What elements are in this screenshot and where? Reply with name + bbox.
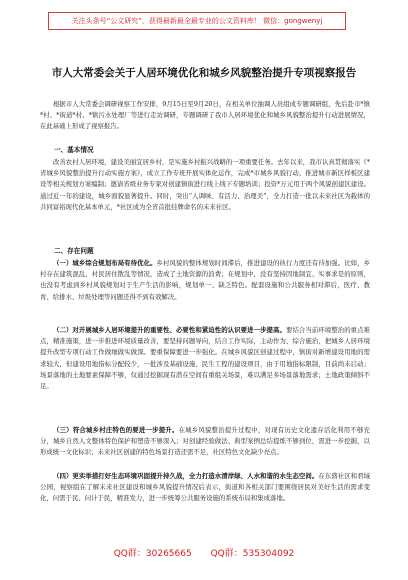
footer-contacts: [0, 546, 408, 559]
problem-paragraph-3: [40, 425, 370, 459]
problem-3-lead: （三）符合城乡村庄特色的要进一步提升。: [53, 426, 179, 434]
problem-paragraph-1: [40, 258, 370, 303]
problem-4-lead: （四）更实举措打好生态环境巩固提升持久战，全力打造水清岸绿、人水和谐的水生态空间。: [53, 472, 319, 480]
problem-1-text: 乡村风貌的整体规划时间滞后，推进建设的执行力度还有待加强。比如，乡村存在建筑混乱，村民居住散乱等情况，造成了土地资源的浪费；在规划中，没有坚持因地制宜、实事求是的原则，也没有考虑到乡村风貌规划对于生产生活的影响，规划单一、缺乏特色。配套设施和公共服务相对滞后，医疗、教育、给排水、垃圾处理等问题还得不到有效解决。: [40, 259, 371, 301]
report-title: 市人大常委会关于人居环境优化和城乡风貌整治提升专项视察报告: [51, 67, 357, 79]
qq-group-1[interactable]: QQ群：30265665: [113, 549, 192, 559]
problem-1-lead: （一）城乡综合规划布局有待优化。: [53, 259, 157, 267]
problem-2-lead: （二）对开展城乡人居环境提升的重要性、必要性和紧迫性的认识要进一步提高。: [53, 326, 286, 334]
promo-banner-text: 关注头条号“公文研究”，获得最新最全最专业的公文资料库！ 微信：gongwenyj: [71, 17, 323, 25]
problem-3-text: 在城乡风貌整治提升过程中，对现有历史文化遗存活化利用不够充分，城乡自然人文整体特色保护和塑造不够深入；对创建经验做法、典型案例总结提炼不够到位，需进一步挖掘，以形成统一文化标识；未来社区创建的特色场景打造还需不足，社区特色文化缺少亮点。: [40, 426, 371, 457]
section-heading-problems: 二、存在问题: [54, 247, 94, 255]
promo-banner[interactable]: [48, 12, 346, 30]
problem-2-text: 要结合当前环境整治的重点难点，精准施策，进一步推进环境质量改善，要坚持问题导向，结合工作实际，主动作为、综合施治，把城乡人居环境提升改型专项行动工作做细做实做深。要重保障要进一步强化。在城乡风貌区创建过程中，镇街对新增建设用地的需求较大，但建设用地指标分配较少，一批涉及基础设施、民生工程的建设项目，由于用地指标限制，目前尚未启动；场景落地的土地要素保障不够，仅通过挖掘现有潜在空间有重组关场景，难以满足多场景落地需求；土地政策倾斜不足。: [40, 326, 371, 391]
problem-paragraph-4: [40, 471, 370, 505]
problem-paragraph-2: [40, 325, 370, 392]
qq-group-2[interactable]: QQ群：535304092: [210, 549, 295, 559]
intro-paragraph: 根据市人大常委会调研视察工作安排，9月15日至9月20日，在相关单位抽调人员组成专题调研组，先后赴市*镇*村、*街道*村、*镇污水处理厂等进行走访调研，专题调研了我市人居环境优化和城乡风貌整治提升行动进展情况，在此基础上形成了视察报告。: [40, 100, 370, 131]
section-heading-basic: 一、基本情况: [54, 146, 94, 154]
basic-situation-paragraph: 改善农村人居环境，建设美丽宜居乡村，是实施乡村振兴战略的一项重要任务。去年以来，我市认真贯彻落实《*省城乡风貌整治提升行动实施方案》，成立工作专班开展实体化运作，完成*市城乡风貌行动、推进城市新区样板区建设等相关规划方案编制；邀请省级业务专家对创建镇街进行线上线下专题培训；投资*万元用于两个风貌创建区建设。通过近一年的建设，城乡面貌显著提升。同时，突出“人调味、有活力、治理美”，全力打造一批以未来社区为载体的共同富裕现代化基本单元，*社区成为全省首批挂牌命名的未来社区。: [40, 158, 370, 211]
problem-4-text: 在东盛社区和君域公园，视察组在了解未来社区建设和城乡风貌提升情况后表示，街道和各相关部门要围绕居民对美好生活的需求变化，问需于民、问计于民，精准发力，进一步统筹公共服务设施的系统布局和集成落地。: [40, 472, 371, 503]
